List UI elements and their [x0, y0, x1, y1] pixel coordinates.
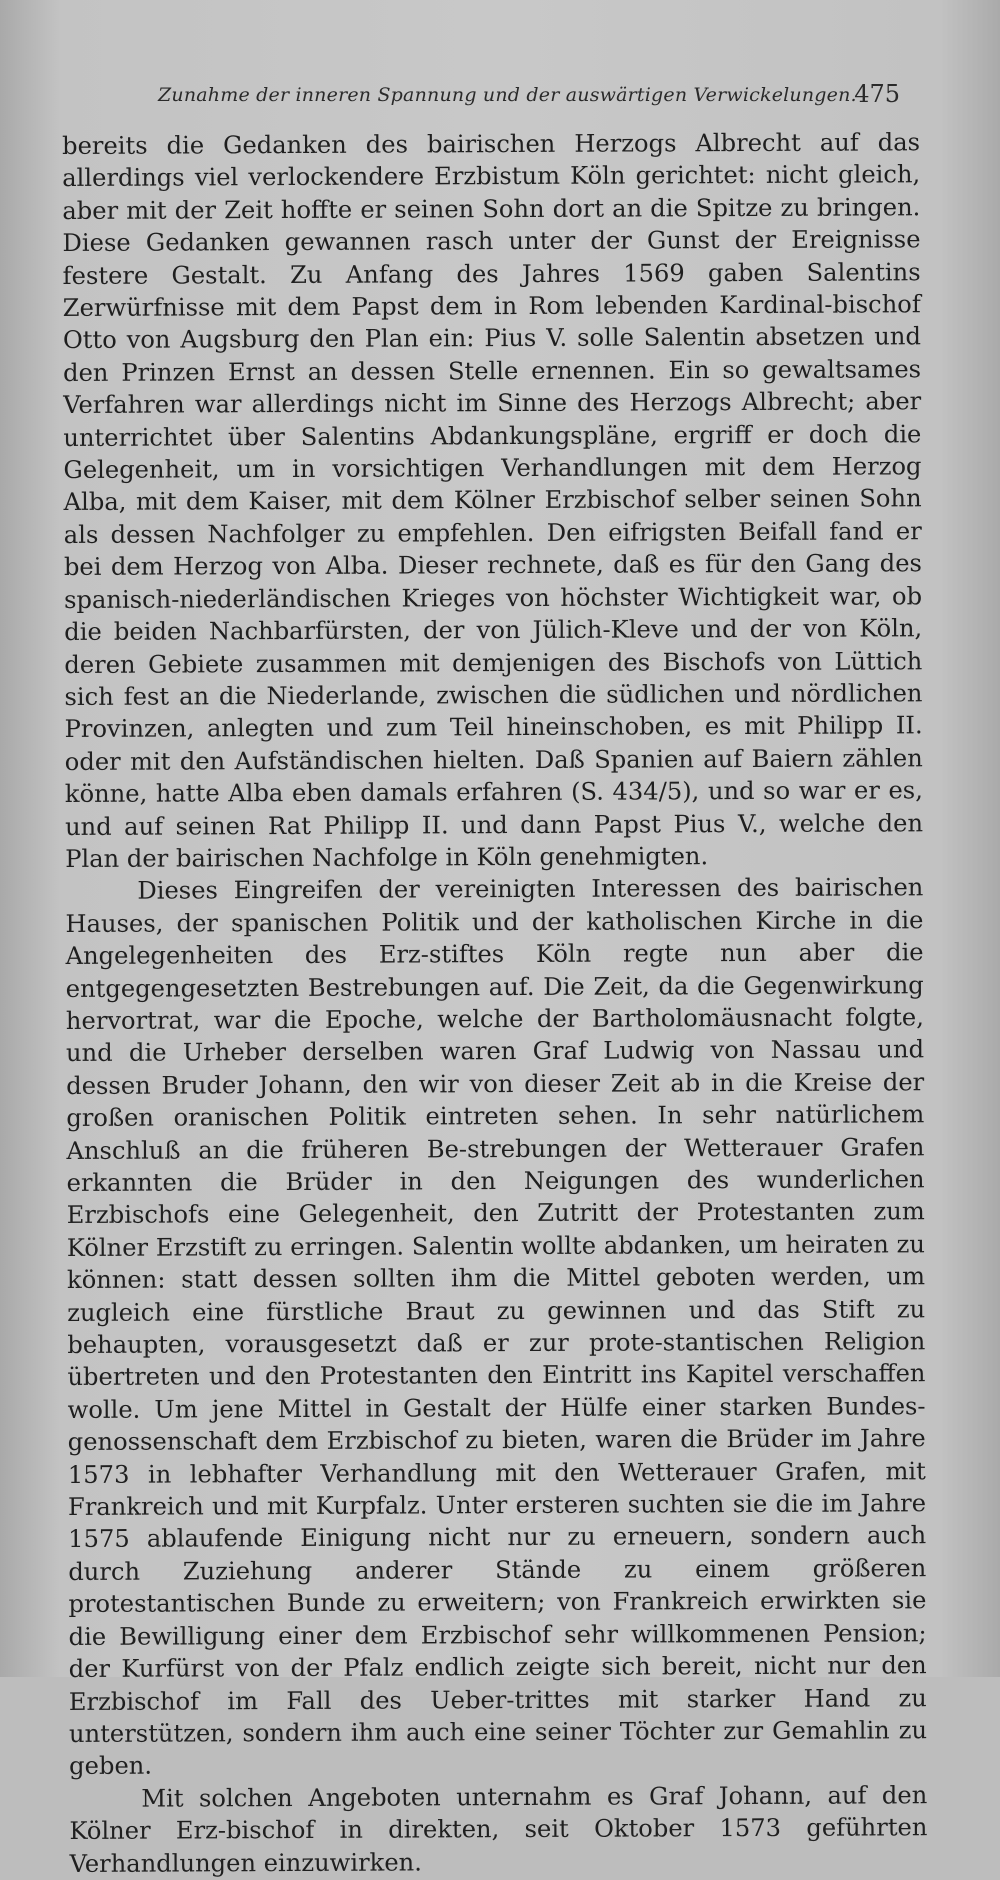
paragraph: Dieses Eingreifen der vereinigten Interessen des bairischen Hauses, der spanischen Politik und der katholischen Kirche in die Angelegenheiten des Erz-stiftes Köln regte nun aber die entgegengesetzten Bestrebungen auf. Die Zeit, da die Gegenwirkung hervortrat, war die Epoche, welche der Bartholomäusnacht folgte, und die Urheber derselben waren Graf Ludwig von Nassau und dessen Bruder Johann, den wir von dieser Zeit ab in die Kreise der großen oranischen Politik eintreten sehen. In sehr natürlichem Anschluß an die früheren Be-strebungen der Wetterauer Grafen erkannten die Brüder in den Neigungen des wunderlichen Erzbischofs eine Gelegenheit, den Zutritt der Protestanten zum Kölner Erzstift zu erringen. Salentin wollte abdanken, um heiraten zu können: statt dessen sollten ihm die Mittel geboten werden, um zugleich eine fürstliche Braut zu gewinnen und das Stift zu behaupten, vorausgesetzt daß er zur prote-stantischen Religion übertreten und den Protestanten den Eintritt ins Kapitel verschaffen wolle. Um jene Mittel in Gestalt der Hülfe einer starken Bundes-genossenschaft dem Erzbischof zu bieten, waren die Brüder im Jahre 1573 in lebhafter Verhandlung mit den Wetterauer Grafen, mit Frankreich und mit Kurpfalz. Unter ersteren suchten sie die im Jahre 1575 ablaufende Einigung nicht nur zu erneuern, sondern auch durch Zuziehung anderer Stände zu einem größeren protestantischen Bunde zu erweitern; von Frankreich erwirkten sie die Bewilligung einer dem Erzbischof sehr willkommenen Pension; der Kurfürst von der Pfalz endlich zeigte sich bereit, nicht nur den Erzbischof im Fall des Ueber-trittes mit starker Hand zu unterstützen, sondern ihm auch eine seiner Töchter zur Gemahlin zu geben. [65, 873, 928, 1781]
page-number: 475 [854, 80, 900, 108]
paragraph: Mit solchen Angeboten unternahm es Graf Johann, auf den Kölner Erz-bischof in direkten, seit Oktober 1573 geführten Verhandlungen einzuwirken. [69, 1780, 928, 1878]
page-header [150, 76, 900, 116]
body-text [62, 126, 928, 1880]
paragraph: bereits die Gedanken des bairischen Herzogs Albrecht auf das allerdings viel verlockendere Erzbistum Köln gerichtet: nicht gleich, aber mit der Zeit hoffte er seinen Sohn dort an die Spitze zu bringen. Diese Gedanken gewannen rasch unter der Gunst der Ereignisse festere Gestalt. Zu Anfang des Jahres 1569 gaben Salentins Zerwürfnisse mit dem Papst dem in Rom lebenden Kardinal-bischof Otto von Augsburg den Plan ein: Pius V. solle Salentin absetzen und den Prinzen Ernst an dessen Stelle ernennen. Ein so gewaltsames Verfahren war allerdings nicht im Sinne des Herzogs Albrecht; aber unterrichtet über Salentins Abdankungspläne, ergriff er doch die Gelegenheit, um in vorsichtigen Verhandlungen mit dem Herzog Alba, mit dem Kaiser, mit dem Kölner Erzbischof selber seinen Sohn als dessen Nachfolger zu empfehlen. Den eifrigsten Beifall fand er bei dem Herzog von Alba. Dieser rechnete, daß es für den Gang des spanisch-niederländischen Krieges von höchster Wichtigkeit war, ob die beiden Nachbarfürsten, der von Jülich-Kleve und der von Köln, deren Gebiete zusammen mit demjenigen des Bischofs von Lüttich sich fest an die Niederlande, zwischen die südlichen und nördlichen Provinzen, anlegten und zum Teil hineinschoben, es mit Philipp II. oder mit den Aufständischen hielten. Daß Spanien auf Baiern zählen könne, hatte Alba eben damals erfahren (S. 434/5), und so war er es, und auf seinen Rat Philipp II. und dann Papst Pius V., welche den Plan der bairischen Nachfolge in Köln genehmigten. [62, 128, 924, 873]
running-head: Zunahme der inneren Spannung und der auswärtigen Verwickelungen. [158, 84, 857, 106]
